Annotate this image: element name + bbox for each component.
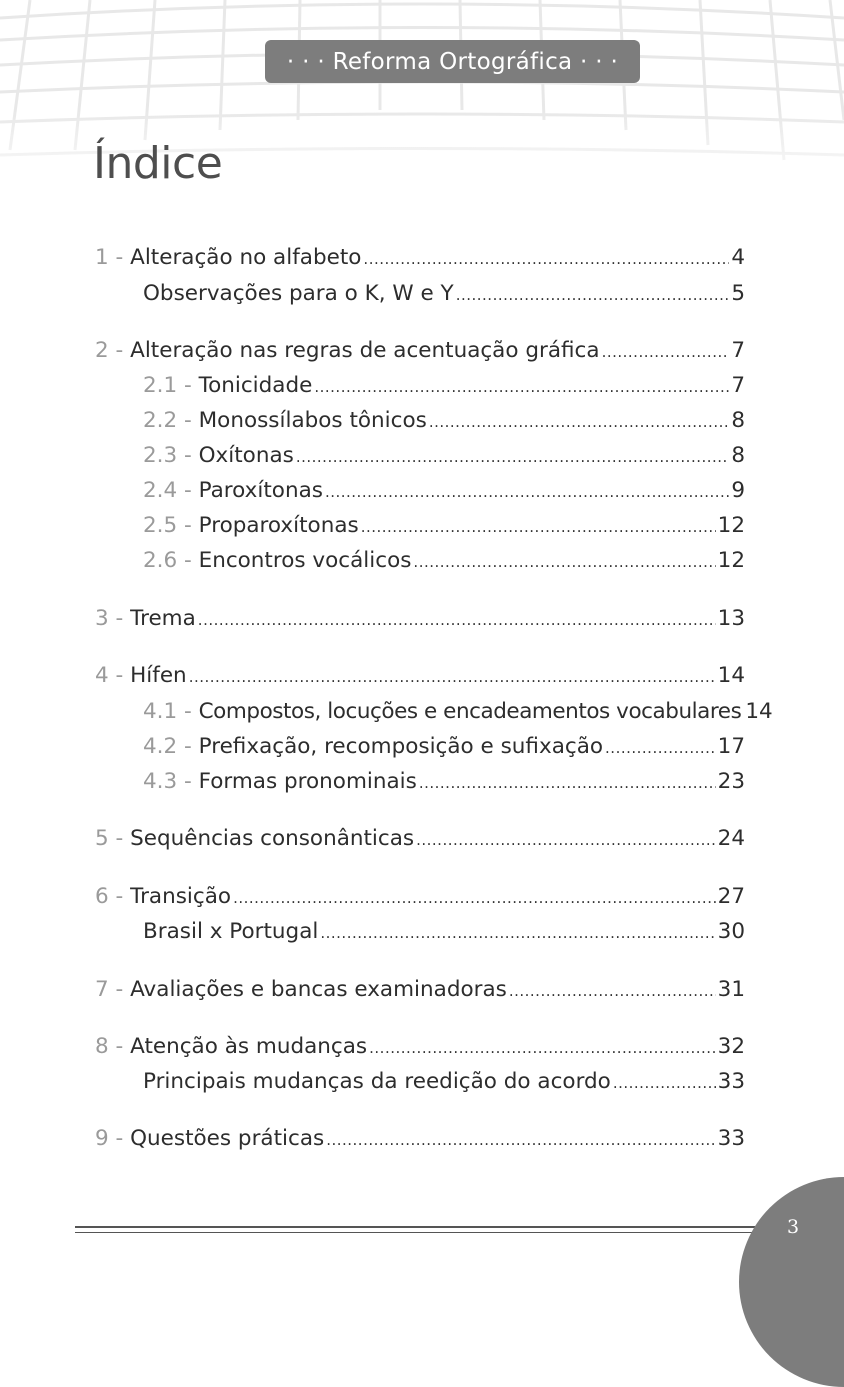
dot-leader xyxy=(198,605,716,635)
toc-entry[interactable] xyxy=(95,604,745,634)
dot-leader xyxy=(314,372,729,402)
entry-page: 9 xyxy=(731,478,745,503)
entry-page: 8 xyxy=(731,408,745,433)
toc-entry[interactable] xyxy=(95,975,745,1005)
toc-entry[interactable] xyxy=(143,279,745,309)
entry-page: 33 xyxy=(717,1126,745,1151)
toc-entry[interactable] xyxy=(95,661,745,691)
entry-number: 2.6 - xyxy=(143,548,199,573)
entry-number: 4.1 - xyxy=(143,699,199,724)
entry-number: 7 - xyxy=(95,977,131,1002)
entry-page: 12 xyxy=(717,548,745,573)
toc-entry[interactable] xyxy=(143,406,745,436)
dot-leader xyxy=(320,918,715,948)
header-badge: · · · Reforma Ortográfica · · · xyxy=(265,40,640,83)
toc-entry[interactable] xyxy=(95,243,745,273)
entry-page: 7 xyxy=(731,373,745,398)
entry-title: Monossílabos tônicos xyxy=(198,408,427,433)
entry-title: Avaliações e bancas examinadoras xyxy=(130,977,507,1002)
entry-number: 4 - xyxy=(95,663,131,688)
toc-entry[interactable] xyxy=(143,767,745,797)
entry-page: 30 xyxy=(717,919,745,944)
entry-number: 1 - xyxy=(95,245,131,270)
dot-leader xyxy=(429,407,729,437)
dot-leader xyxy=(509,976,716,1006)
toc-entry[interactable] xyxy=(143,546,745,576)
entry-title: Questões práticas xyxy=(130,1126,325,1151)
entry-page: 27 xyxy=(717,884,745,909)
entry-number: 9 - xyxy=(95,1126,131,1151)
entry-number: 2.4 - xyxy=(143,478,199,503)
toc-entry[interactable] xyxy=(143,371,745,401)
entry-page: 4 xyxy=(731,245,745,270)
toc-entry[interactable] xyxy=(95,882,745,912)
entry-number: 2 - xyxy=(95,338,131,363)
entry-page: 24 xyxy=(717,826,745,851)
toc-entry[interactable] xyxy=(95,336,745,366)
dot-leader xyxy=(233,883,716,913)
entry-page: 8 xyxy=(731,443,745,468)
dot-leader xyxy=(363,244,729,274)
entry-page: 13 xyxy=(717,606,745,631)
toc-entry[interactable] xyxy=(143,917,745,947)
footer-rule xyxy=(75,1226,755,1233)
entry-title: Principais mudanças da reedição do acordo xyxy=(143,1069,611,1094)
dot-leader xyxy=(613,1068,716,1098)
dot-leader xyxy=(602,337,730,367)
dot-leader xyxy=(416,825,716,855)
entry-page: 7 xyxy=(731,338,745,363)
entry-title: Proparoxítonas xyxy=(198,513,359,538)
entry-title: Alteração nas regras de acentuação gráfica xyxy=(130,338,600,363)
entry-number: 6 - xyxy=(95,884,131,909)
toc-entry[interactable] xyxy=(143,697,773,727)
page-number: 3 xyxy=(786,1216,800,1238)
entry-number: 2.1 - xyxy=(143,373,199,398)
entry-title: Sequências consonânticas xyxy=(130,826,415,851)
dot-leader xyxy=(189,662,716,692)
entry-title: Hífen xyxy=(130,663,187,688)
toc-entry[interactable] xyxy=(143,1067,745,1097)
entry-title: Formas pronominais xyxy=(198,769,417,794)
entry-number: 2.3 - xyxy=(143,443,199,468)
toc-entry[interactable] xyxy=(143,732,745,762)
entry-number: 2.5 - xyxy=(143,513,199,538)
dot-leader xyxy=(296,442,729,472)
entry-page: 32 xyxy=(717,1034,745,1059)
entry-title: Alteração no alfabeto xyxy=(130,245,362,270)
entry-page: 14 xyxy=(717,663,745,688)
toc-entry[interactable] xyxy=(143,441,745,471)
entry-page: 12 xyxy=(717,513,745,538)
entry-title: Oxítonas xyxy=(198,443,294,468)
entry-title: Paroxítonas xyxy=(198,478,323,503)
entry-page: 14 xyxy=(745,699,773,724)
entry-number: 4.3 - xyxy=(143,769,199,794)
toc-entry[interactable] xyxy=(95,1032,745,1062)
entry-page: 5 xyxy=(731,281,745,306)
entry-title: Prefixação, recomposição e sufixação xyxy=(198,734,604,759)
entry-page: 17 xyxy=(717,734,745,759)
entry-number: 2.2 - xyxy=(143,408,199,433)
dot-leader xyxy=(325,477,729,507)
entry-title: Brasil x Portugal xyxy=(143,919,319,944)
page-corner-tab xyxy=(739,1177,844,1387)
dot-leader xyxy=(361,512,716,542)
dot-leader xyxy=(419,768,716,798)
toc-entry[interactable] xyxy=(95,1124,745,1154)
toc-entry[interactable] xyxy=(143,476,745,506)
toc-entry[interactable] xyxy=(143,511,745,541)
entry-title: Atenção às mudanças xyxy=(130,1034,368,1059)
entry-title: Observações para o K, W e Y xyxy=(143,281,454,306)
entry-number: 5 - xyxy=(95,826,131,851)
entry-page: 31 xyxy=(717,977,745,1002)
entry-number: 8 - xyxy=(95,1034,131,1059)
entry-number: 3 - xyxy=(95,606,131,631)
dot-leader xyxy=(413,547,715,577)
entry-page: 23 xyxy=(717,769,745,794)
dot-leader xyxy=(369,1033,716,1063)
dot-leader xyxy=(456,280,730,310)
entry-title: Encontros vocálicos xyxy=(198,548,412,573)
entry-title: Transição xyxy=(130,884,232,909)
dot-leader xyxy=(605,733,716,763)
entry-title: Compostos, locuções e encadeamentos vocabulares xyxy=(198,699,742,724)
entry-number: 4.2 - xyxy=(143,734,199,759)
page-title: Índice xyxy=(93,138,223,189)
toc-entry[interactable] xyxy=(95,824,745,854)
dot-leader xyxy=(326,1125,715,1155)
entry-title: Tonicidade xyxy=(198,373,313,398)
entry-page: 33 xyxy=(717,1069,745,1094)
entry-title: Trema xyxy=(130,606,196,631)
